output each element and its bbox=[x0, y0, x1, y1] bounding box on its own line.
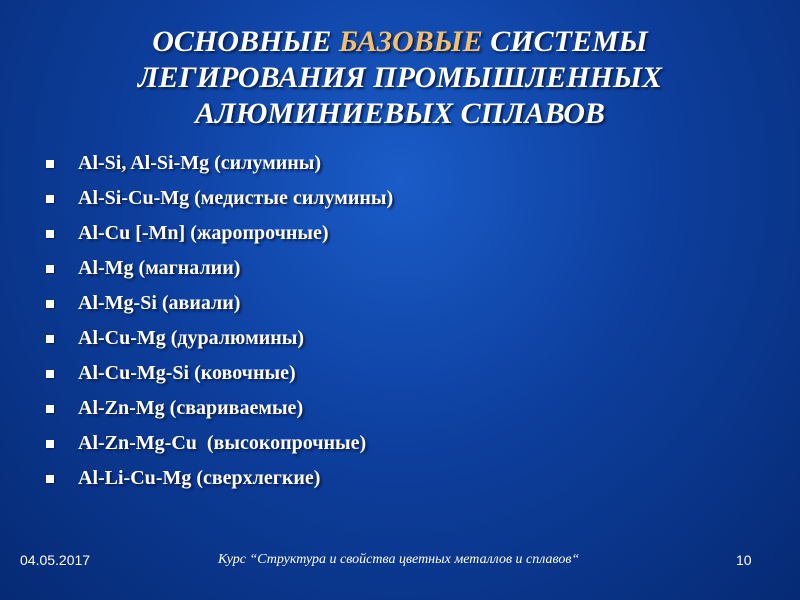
page-number: 10 bbox=[736, 552, 752, 568]
list-item-text: Al-Mg (магналии) bbox=[78, 257, 241, 279]
list-item bbox=[46, 146, 393, 181]
list-item bbox=[46, 356, 393, 391]
bullet-icon bbox=[46, 405, 54, 413]
list-item-text: Al-Zn-Mg (свариваемые) bbox=[78, 397, 304, 419]
title-part2: СИСТЕМЫ bbox=[482, 25, 648, 58]
title-part1: ОСНОВНЫЕ bbox=[152, 25, 339, 58]
bullet-icon bbox=[46, 160, 54, 168]
title-line3: АЛЮМИНИЕВЫХ СПЛАВОВ bbox=[195, 97, 605, 130]
list-item-text: Al-Si, Al-Si-Mg (силумины) bbox=[78, 152, 322, 174]
list-item bbox=[46, 216, 393, 251]
list-item-text: Al-Mg-Si (авиали) bbox=[78, 292, 241, 314]
list-item-text: Al-Cu [-Mn] (жаропрочные) bbox=[78, 222, 329, 244]
list-item bbox=[46, 461, 393, 496]
bullet-icon bbox=[46, 475, 54, 483]
list-item bbox=[46, 286, 393, 321]
list-item bbox=[46, 391, 393, 426]
title-accent-word: БАЗОВЫЕ bbox=[338, 25, 483, 58]
footer-course-name: Курс “Структура и свойства цветных металлов и сплавов“ bbox=[218, 552, 580, 567]
list-item bbox=[46, 321, 393, 356]
list-item-text: Al-Cu-Mg-Si (ковочные) bbox=[78, 362, 296, 384]
bullet-icon bbox=[46, 230, 54, 238]
bullet-icon bbox=[46, 300, 54, 308]
slide-title bbox=[40, 24, 760, 132]
list-item-text: Al-Cu-Mg (дуралюмины) bbox=[78, 327, 305, 349]
list-item bbox=[46, 181, 393, 216]
bullet-icon bbox=[46, 195, 54, 203]
list-item-text: Al-Si-Cu-Mg (медистые силумины) bbox=[78, 187, 394, 209]
bullet-icon bbox=[46, 370, 54, 378]
title-line2: ЛЕГИРОВАНИЯ ПРОМЫШЛЕННЫХ bbox=[137, 61, 663, 94]
bullet-icon bbox=[46, 265, 54, 273]
list-item bbox=[46, 426, 393, 461]
list-item-text: Al-Li-Cu-Mg (сверхлегкие) bbox=[78, 467, 321, 489]
bullet-icon bbox=[46, 440, 54, 448]
list-item-text: Al-Zn-Mg-Cu (высокопрочные) bbox=[78, 432, 367, 454]
bullet-icon bbox=[46, 335, 54, 343]
bullet-list bbox=[46, 146, 393, 496]
footer-date: 04.05.2017 bbox=[20, 552, 91, 568]
list-item bbox=[46, 251, 393, 286]
